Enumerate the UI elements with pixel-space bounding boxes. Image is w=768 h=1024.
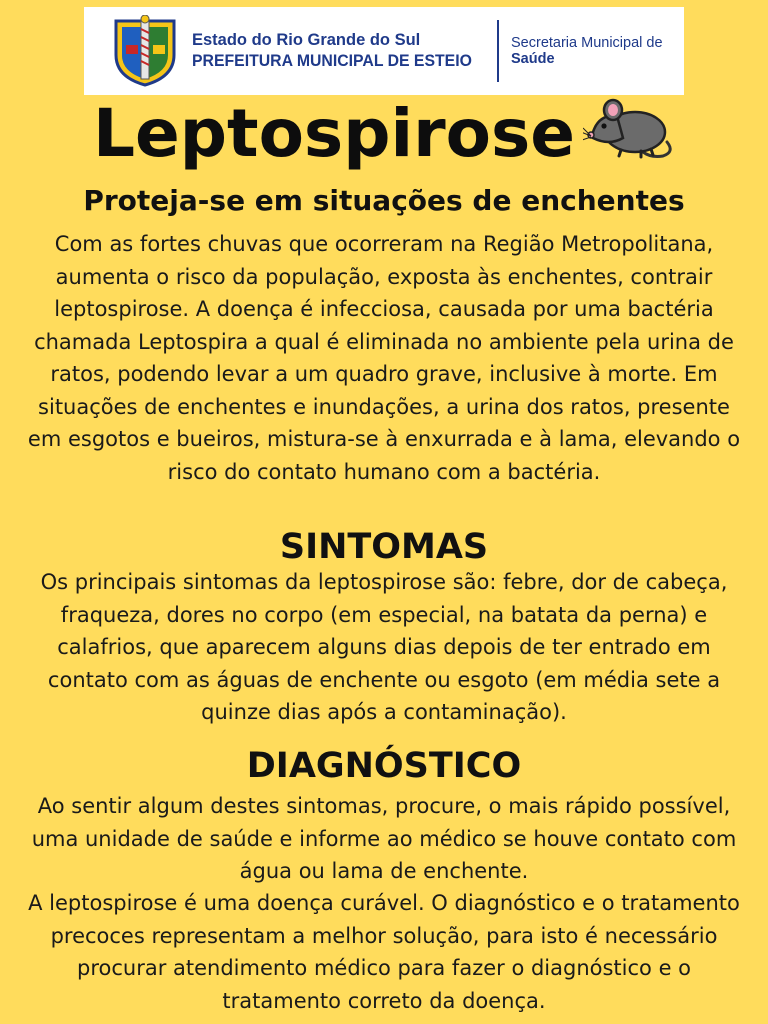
intro-paragraph: Com as fortes chuvas que ocorreram na Região Metropolitana, aumenta o risco da população, exposta às enchentes, contrair leptospirose. A doença é infecciosa, causada por uma bactéria chamada Leptospira a qual é eliminada no ambiente pela urina de ratos, podendo levar a um quadro grave, inclusive à morte. Em situações de enchentes e inundações, a urina dos ratos, presente em esgotos e bueiros, mistura-se à enxurrada e à lama, elevando o risco do contato humano com a bactéria.	[27, 232, 741, 484]
diagnosis-paragraph-2: A leptospirose é uma doença curável. O diagnóstico e o tratamento precoces representam a melhor solução, para isto é necessário procurar atendimento médico para fazer o diagnóstico e o tratamento correto da doença.	[28, 891, 740, 1013]
symptoms-heading: SINTOMAS	[279, 527, 489, 567]
header-department-block	[511, 35, 663, 67]
header-title-block	[192, 31, 493, 71]
diagnosis-heading: DIAGNÓSTICO	[246, 746, 522, 786]
state-name: Estado do Rio Grande do Sul	[192, 31, 421, 49]
page-title	[0, 92, 768, 174]
municipal-crest-icon	[112, 15, 178, 87]
city-hall-name: PREFEITURA MUNICIPAL DE ESTEIO	[192, 51, 472, 70]
subtitle: Proteja-se em situações de enchentes	[83, 184, 685, 217]
department-name: Saúde	[511, 51, 555, 67]
page-title-text: Leptospirose	[92, 95, 576, 172]
diagnosis-paragraph-1: Ao sentir algum destes sintomas, procure, o mais rápido possível, uma unidade de saúde e informe ao médico se houve contato com água ou lama de enchente.	[31, 794, 737, 883]
header-banner	[84, 7, 684, 95]
department-label: Secretaria Municipal de	[511, 35, 663, 51]
header-divider	[497, 20, 499, 82]
symptoms-paragraph: Os principais sintomas da leptospirose são: febre, dor de cabeça, fraqueza, dores no corpo (em especial, na batata da perna) e calafrios, que aparecem alguns dias depois de ter entrado em contato com as águas de enchente ou esgoto (em média sete a quinze dias após a contaminação).	[40, 570, 728, 724]
mouse-icon	[583, 92, 675, 162]
